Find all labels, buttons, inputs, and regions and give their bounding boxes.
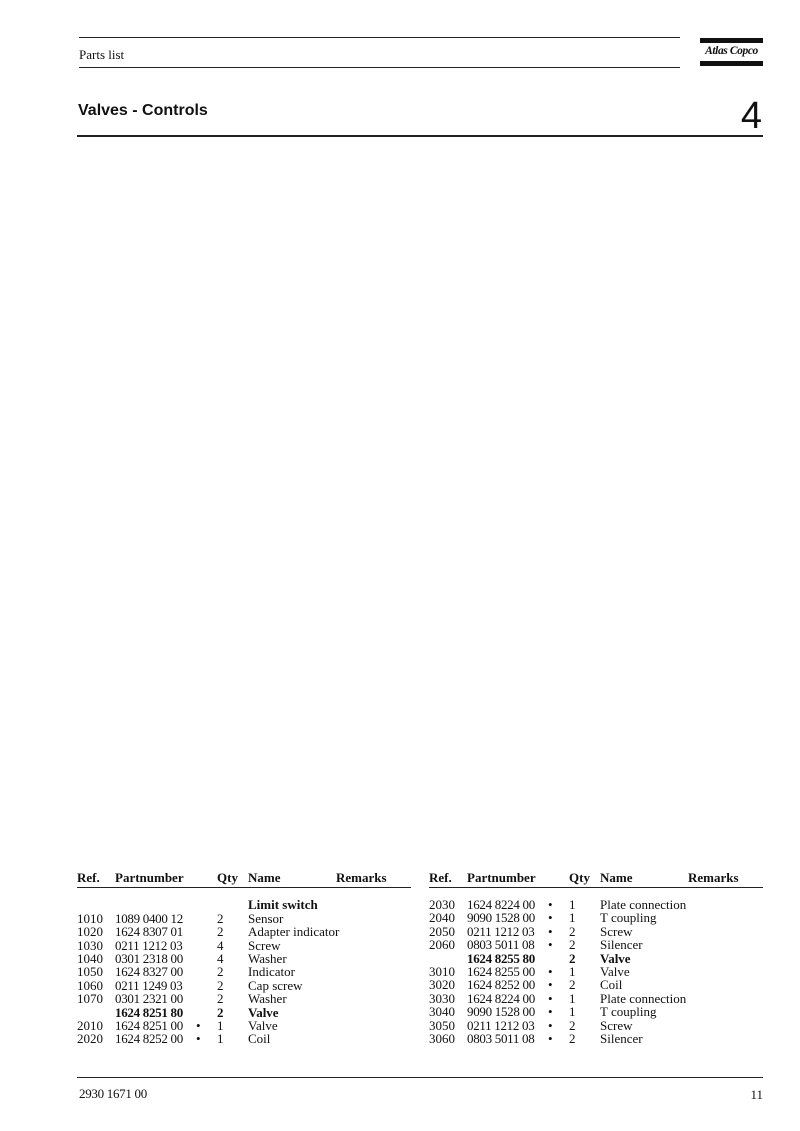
kit-bullet: •	[548, 990, 553, 1006]
header-ref: Ref.	[429, 870, 452, 885]
qty-cell: 2	[217, 977, 224, 993]
partnumber-cell: 1089 0400 12	[115, 910, 183, 926]
table-row	[429, 1032, 763, 1045]
table-row	[429, 911, 763, 924]
name-cell: Silencer	[600, 1030, 643, 1046]
qty-cell: 1	[569, 990, 576, 1006]
kit-bullet: •	[548, 910, 553, 926]
table-row	[77, 979, 411, 992]
table-row	[77, 885, 411, 898]
partnumber-cell: 1624 8251 80	[115, 1004, 183, 1020]
table-row	[77, 912, 411, 925]
ref-cell: 3050	[429, 1017, 455, 1033]
qty-cell: 2	[569, 937, 576, 953]
kit-bullet: •	[548, 977, 553, 993]
header-ref: Ref.	[77, 870, 100, 885]
qty-cell: 2	[217, 991, 224, 1007]
table-row	[77, 1019, 411, 1032]
header-bottom-rule	[79, 67, 680, 68]
kit-bullet: •	[196, 1031, 201, 1047]
qty-cell: 4	[217, 937, 224, 953]
kit-bullet: •	[548, 1030, 553, 1046]
table-row	[429, 992, 763, 1005]
ref-cell: 3020	[429, 977, 455, 993]
partnumber-cell: 0803 5011 08	[467, 937, 535, 953]
ref-cell: 2010	[77, 1017, 103, 1033]
name-cell: T coupling	[600, 1004, 657, 1020]
logo-text: Atlas Copco	[705, 45, 758, 57]
qty-cell: 2	[217, 1004, 224, 1020]
header-partnumber: Partnumber	[115, 870, 184, 885]
kit-bullet: •	[548, 937, 553, 953]
qty-cell: 2	[217, 924, 224, 940]
ref-cell: 1010	[77, 910, 103, 926]
section-number: 4	[740, 95, 762, 137]
name-cell: T coupling	[600, 910, 657, 926]
name-cell: Sensor	[248, 910, 284, 926]
kit-bullet: •	[548, 1004, 553, 1020]
partnumber-cell: 9090 1528 00	[467, 910, 535, 926]
partnumber-cell: 1624 8224 00	[467, 990, 535, 1006]
table-row	[77, 939, 411, 952]
partnumber-cell: 0301 2321 00	[115, 991, 183, 1007]
partnumber-cell: 1624 8255 80	[467, 950, 535, 966]
ref-cell: 3040	[429, 1004, 455, 1020]
partnumber-cell: 1624 8307 01	[115, 924, 183, 940]
qty-cell: 2	[569, 977, 576, 993]
partnumber-cell: 1624 8255 00	[467, 963, 535, 979]
ref-cell: 1070	[77, 991, 103, 1007]
ref-cell: 2030	[429, 897, 455, 912]
qty-cell: 2	[569, 1017, 576, 1033]
name-cell: Screw	[248, 937, 281, 953]
ref-cell: 2040	[429, 910, 455, 926]
atlas-copco-logo	[700, 38, 763, 68]
name-cell: Valve	[248, 1004, 279, 1020]
qty-cell: 2	[217, 910, 224, 926]
table-row	[77, 1006, 411, 1019]
name-cell: Valve	[600, 963, 630, 979]
name-cell: Washer	[248, 950, 287, 966]
ref-cell: 2060	[429, 937, 455, 953]
qty-cell: 1	[569, 963, 576, 979]
kit-bullet: •	[548, 1017, 553, 1033]
name-cell: Plate connection	[600, 897, 687, 912]
table-row	[429, 978, 763, 991]
header-name: Name	[248, 870, 281, 885]
header-name: Name	[600, 870, 633, 885]
header-remarks: Remarks	[336, 870, 387, 885]
table-row	[77, 925, 411, 938]
qty-cell: 1	[569, 1004, 576, 1020]
ref-cell: 1030	[77, 937, 103, 953]
section-title: Valves - Controls	[78, 102, 208, 119]
kit-bullet: •	[548, 963, 553, 979]
kit-bullet: •	[548, 897, 553, 912]
table-row	[429, 925, 763, 938]
footer-rule	[77, 1077, 763, 1078]
partnumber-cell: 0211 1212 03	[467, 1017, 535, 1033]
table-row	[77, 952, 411, 965]
partnumber-cell: 0211 1212 03	[467, 923, 535, 939]
name-cell: Washer	[248, 991, 287, 1007]
table-row	[77, 1032, 411, 1045]
partnumber-cell: 0803 5011 08	[467, 1030, 535, 1046]
table-row	[429, 965, 763, 978]
partnumber-cell: 0301 2318 00	[115, 950, 183, 966]
kit-bullet: •	[196, 1017, 201, 1033]
ref-cell: 2050	[429, 923, 455, 939]
table-row	[77, 965, 411, 978]
header-top-rule	[79, 37, 680, 38]
table-row	[429, 898, 763, 911]
table-row	[77, 898, 411, 911]
table-rows-right	[429, 898, 763, 1045]
ref-cell: 1020	[77, 924, 103, 940]
ref-cell: 1060	[77, 977, 103, 993]
qty-cell: 2	[569, 1030, 576, 1046]
name-cell: Coil	[600, 977, 623, 993]
qty-cell: 1	[217, 1031, 224, 1047]
header-qty: Qty	[217, 870, 238, 885]
partnumber-cell: 1624 8252 00	[467, 977, 535, 993]
header-partnumber: Partnumber	[467, 870, 536, 885]
page-number: 11	[750, 1087, 763, 1102]
qty-cell: 1	[569, 910, 576, 926]
table-row	[429, 1005, 763, 1018]
name-cell: Cap screw	[248, 977, 303, 993]
ref-cell: 1050	[77, 964, 103, 980]
partnumber-cell: 1624 8224 00	[467, 897, 535, 912]
name-cell: Screw	[600, 1017, 633, 1033]
ref-cell: 3030	[429, 990, 455, 1006]
name-cell: Coil	[248, 1031, 271, 1047]
name-cell: Valve	[600, 950, 631, 966]
ref-cell: 3010	[429, 963, 455, 979]
partnumber-cell: 0211 1249 03	[115, 977, 183, 993]
table-rows-left	[77, 885, 411, 1046]
ref-cell: 1040	[77, 950, 103, 966]
table-header-rule	[429, 887, 763, 888]
header-label: Parts list	[79, 47, 125, 62]
name-cell: Screw	[600, 923, 633, 939]
name-cell: Plate connection	[600, 990, 687, 1006]
header-qty: Qty	[569, 870, 590, 885]
table-row	[429, 938, 763, 951]
section-rule	[77, 135, 763, 137]
qty-cell: 1	[569, 897, 576, 912]
ref-cell: 2020	[77, 1031, 103, 1047]
qty-cell: 1	[217, 1017, 224, 1033]
partnumber-cell: 9090 1528 00	[467, 1004, 535, 1020]
partnumber-cell: 0211 1212 03	[115, 937, 183, 953]
qty-cell: 2	[217, 964, 224, 980]
qty-cell: 2	[569, 950, 576, 966]
partnumber-cell: 1624 8251 00	[115, 1017, 183, 1033]
table-row	[429, 1019, 763, 1032]
table-row	[429, 952, 763, 965]
name-cell: Silencer	[600, 937, 643, 953]
partnumber-cell: 1624 8327 00	[115, 964, 183, 980]
qty-cell: 4	[217, 950, 224, 966]
kit-bullet: •	[548, 923, 553, 939]
ref-cell: 3060	[429, 1030, 455, 1046]
name-cell: Valve	[248, 1017, 278, 1033]
document-number: 2930 1671 00	[79, 1086, 147, 1101]
name-cell: Limit switch	[248, 897, 318, 913]
logo-bottom-bar	[700, 61, 763, 66]
table-row	[77, 992, 411, 1005]
qty-cell: 2	[569, 923, 576, 939]
name-cell: Indicator	[248, 964, 295, 980]
partnumber-cell: 1624 8252 00	[115, 1031, 183, 1047]
header-remarks: Remarks	[688, 870, 739, 885]
name-cell: Adapter indicator	[248, 924, 340, 940]
